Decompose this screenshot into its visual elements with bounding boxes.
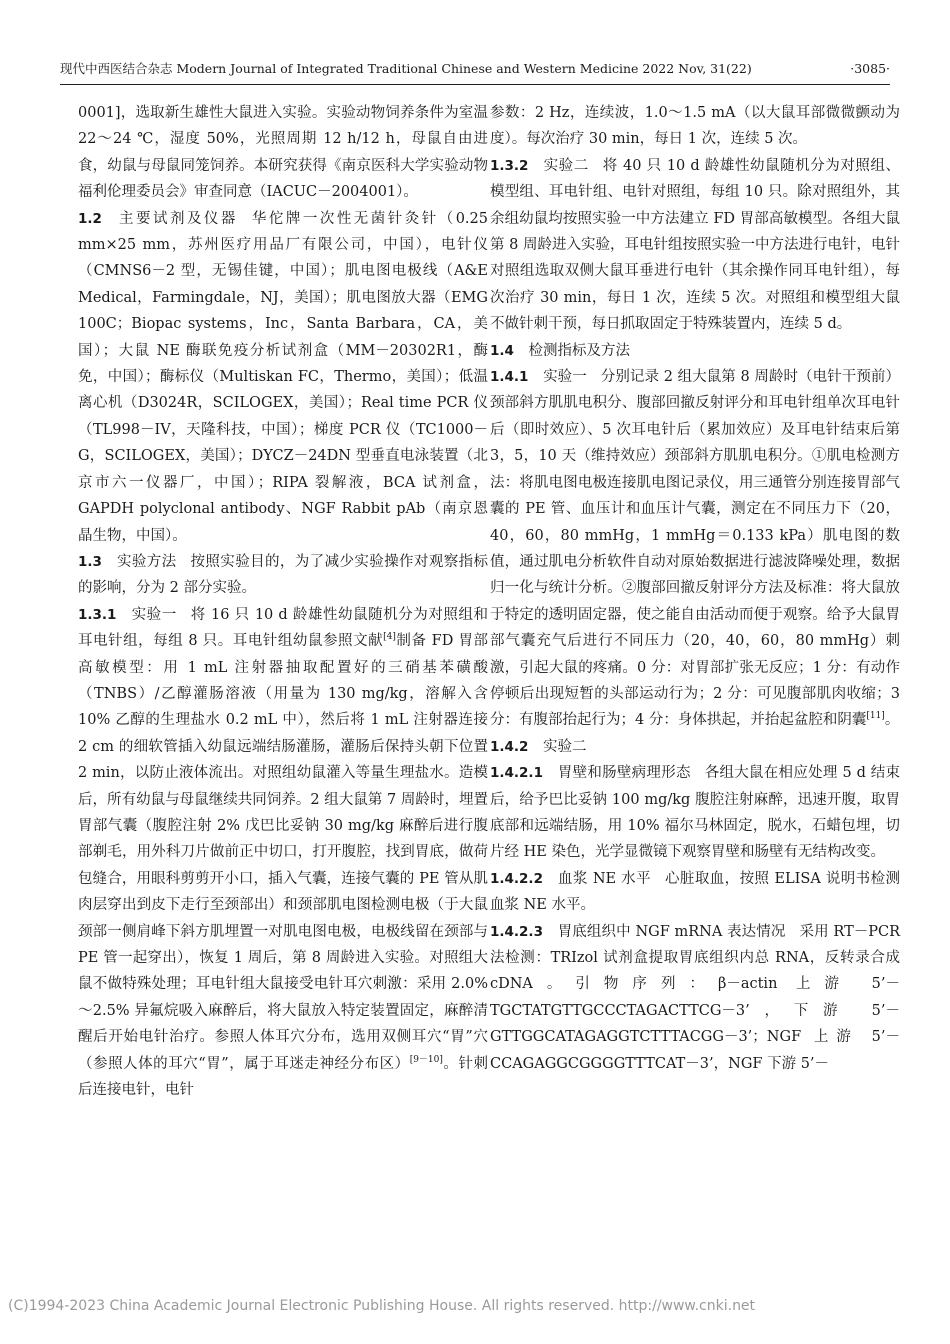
section-1-4 bbox=[490, 338, 900, 364]
section-text: 心脏取血，按照 ELISA 说明书检测血浆 NE 水平。 bbox=[490, 870, 900, 914]
section-1-4-2-2 bbox=[490, 866, 900, 919]
section-text: 。针刺后连接电针，电针 bbox=[78, 1055, 489, 1099]
section-text: 各组大鼠在相应处理 5 d 结束后，给予巴比妥钠 100 mg/kg 腹腔注射麻醉，迅速开腹，取胃底部和远端结肠，用 10% 福尔马林固定，脱水，石蜡包埋，切片经 HE 染色，光学显微镜下观察胃壁和肠壁有无结构改变。 bbox=[490, 765, 901, 861]
section-1-4-2 bbox=[490, 734, 900, 760]
section-1-3-1 bbox=[78, 602, 488, 1104]
section-text: 将 16 只 10 d 龄雄性幼鼠随机分为对照组和耳电针组，每组 8 只。耳电针组幼鼠参照文献 bbox=[78, 606, 489, 650]
section-text: 分别记录 2 组大鼠第 8 周龄时（电针干预前）颈部斜方肌肌电积分、腹部回撤反射评分和耳电针组单次耳电针后（即时效应）、5 次耳电针后（累加效应）及耳电针结束后第 3，5，10 天（维持效应）颈部斜方肌肌电积分。①肌电检测方法：将肌电图电极连接肌电图记录仪，用三通管分别连接胃部气囊的 PE 管、血压计和血压计气囊，测定在不同压力下（20，40，60，80 mmHg，1 mmHg＝0.133 kPa）肌电图的数值，通过肌电分析软件自动对原始数据进行滤波降噪处理，数据归一化与统计分析。②腹部回撤反射评分方法及标准：将大鼠放于特定的透明固定器，使之能自由活动而便于观察。给予大鼠胃部气囊充气后进行不同压力（20，40，60，80 mmHg）刺激，引起大鼠的疼痛。0 分：对胃部扩张无反应；1 分：有动作停顿后出现短暂的头部运动行为；2 分：可见腹部肌肉收缩；3 分：有腹部抬起行为；4 分：身体拱起，并抬起盆腔和阴囊 bbox=[490, 369, 900, 729]
section-title: 主要试剂及仪器 bbox=[119, 210, 238, 227]
section-title: 检测指标及方法 bbox=[528, 342, 631, 359]
section-text: 。 bbox=[884, 712, 900, 729]
section-text: 采用 RT－PCR 法检测：TRIzol 试剂盒提取胃底组织内总 RNA，反转录合成 cDNA。引物序列：β－actin 上游 5’－TGCTATGTTGCCCTAGACTTCG－3’，下游 5’－GTTGGCATAGAGGTCTTTACGG－3’；NGF 上游 5’－CCAGAGGCGGGGTTTCAT－3’，NGF 下游 5’－ bbox=[490, 923, 901, 1072]
section-title: 胃底组织中 NGF mRNA 表达情况 bbox=[557, 923, 786, 940]
page-number: ·3085· bbox=[850, 61, 890, 76]
section-number: 1.3 bbox=[78, 553, 102, 570]
left-column bbox=[78, 100, 488, 1103]
section-text: 按照实验目的，为了减少实验操作对观察指标的影响，分为 2 部分实验。 bbox=[78, 553, 489, 597]
section-number: 1.3.2 bbox=[490, 157, 529, 174]
section-1-3 bbox=[78, 549, 488, 602]
section-title: 胃壁和肠壁病理形态 bbox=[557, 765, 691, 782]
section-text: 华佗牌一次性无菌针灸针（0.25 mm×25 mm，苏州医疗用品厂有限公司，中国），电针仪（CMNS6－2 型，无锡佳键，中国）；肌电图电极线（A&E Medical，Farmingdale，NJ，美国）；肌电图放大器（EMG 100C；Biopac systems，Inc，Santa Barbara，CA，美国）；大鼠 NE 酶联免疫分析试剂盒（MM－20302R1，酶免，中国）；酶标仪（Multiskan FC，Thermo，美国）；低温离心机（D3024R，SCILOGEX，美国）；Real time PCR 仪（TL998－IV，天隆科技，中国）；梯度 PCR 仪（TC1000－G，SCILOGEX，美国）；DYCZ－24DN 型垂直电泳装置（北京市六一仪器厂，中国）；RIPA 裂解液，BCA 试剂盒，GAPDH polyclonal antibody、NGF Rabbit pAb（南京恩晶生物，中国）。 bbox=[78, 210, 488, 544]
paragraph-animals: 0001]，选取新生雄性大鼠进入实验。实验动物饲养条件为室温 22～24 ℃，湿度 50%，光照周期 12 h/12 h，母鼠自由进食，幼鼠与母鼠同笼饲养。本研究获得《南京医科大学实验动物福利伦理委员会》审查同意（IACUC－2004001）。 bbox=[78, 105, 488, 201]
section-1-4-1 bbox=[490, 364, 900, 734]
section-title: 血浆 NE 水平 bbox=[558, 870, 651, 887]
section-number: 1.4.2 bbox=[490, 738, 529, 755]
section-1-2 bbox=[78, 206, 488, 549]
header-rule bbox=[60, 84, 890, 85]
section-1-4-2-1 bbox=[490, 760, 900, 866]
section-1-3-2 bbox=[490, 153, 900, 338]
citation: [9－10] bbox=[409, 1054, 443, 1065]
citation: [11] bbox=[866, 711, 885, 722]
section-title: 实验一 bbox=[543, 369, 587, 386]
section-title: 实验二 bbox=[543, 157, 589, 174]
section-number: 1.4.2.2 bbox=[490, 870, 543, 887]
section-number: 1.2 bbox=[78, 210, 102, 227]
section-number: 1.4.1 bbox=[490, 369, 529, 386]
section-number: 1.3.1 bbox=[78, 606, 117, 623]
citation: [4] bbox=[383, 632, 396, 643]
section-text: 将 40 只 10 d 龄雄性幼鼠随机分为对照组、模型组、耳电针组、电针对照组，每组 10 只。除对照组外，其余组幼鼠均按照实验一中方法建立 FD 胃部高敏模型。各组大鼠第 8 周龄进入实验，耳电针组按照实验一中方法进行电针，电针对照组选取双侧大鼠耳垂进行电针（其余操作同耳电针组），每次治疗 30 min，每日 1 次，连续 5 次。对照组和模型组大鼠不做针刺干预，每日抓取固定于特殊装置内，连续 5 d。 bbox=[490, 157, 901, 333]
right-column bbox=[490, 100, 900, 1077]
section-number: 1.4.2.3 bbox=[490, 923, 543, 940]
section-number: 1.4 bbox=[490, 342, 514, 359]
section-title: 实验二 bbox=[543, 738, 587, 755]
section-title: 实验一 bbox=[131, 606, 177, 623]
journal-title: 现代中西医结合杂志 Modern Journal of Integrated Traditional Chinese and Western Medicine 2022 Nov, 31(22) bbox=[60, 61, 752, 76]
section-text: 制备 FD 胃部高敏模型：用 1 mL 注射器抽取配置好的三硝基苯磺酸（TNBS）/乙醇灌肠溶液（用量为 130 mg/kg，溶解入含 10% 乙醇的生理盐水 0.2 mL 中），然后将 1 mL 注射器连接 2 cm 的细软管插入幼鼠远端结肠灌肠，灌肠后保持头朝下位置 2 min，以防止液体流出。对照组幼鼠灌入等量生理盐水。造模后，所有幼鼠与母鼠继续共同饲养。2 组大鼠第 7 周龄时，埋置胃部气囊（腹腔注射 2% 戊巴比妥钠 30 mg/kg 麻醉后进行腹部剃毛，用外科刀片做前正中切口，打开腹腔，找到胃底，做荷包缝合，用眼科剪剪开小口，插入气囊，连接气囊的 PE 管从肌肉层穿出到皮下走行至颈部出）和颈部肌电图检测电极（于大鼠颈部一侧肩峰下斜方肌埋置一对肌电图电极，电极线留在颈部与 PE 管一起穿出），恢复 1 周后，第 8 周龄进入实验。对照组大鼠不做特殊处理；耳电针组大鼠接受电针耳穴刺激：采用 2.0%～2.5% 异氟烷吸入麻醉后，将大鼠放入特定装置固定，麻醉清醒后开始电针治疗。参照人体耳穴分布，选用双侧耳穴“胃”穴（参照人体的耳穴“胃”，属于耳迷走神经分布区） bbox=[78, 633, 488, 1072]
section-number: 1.4.2.1 bbox=[490, 765, 543, 782]
paragraph-parameters: 参数：2 Hz，连续波，1.0～1.5 mA（以大鼠耳部微微颤动为度）。每次治疗 30 min，每日 1 次，连续 5 次。 bbox=[490, 105, 900, 148]
copyright-footer: (C)1994-2023 China Academic Journal Electronic Publishing House. All rights reserved. http://www.cnki.net bbox=[8, 1298, 756, 1314]
section-title: 实验方法 bbox=[116, 553, 177, 570]
section-1-4-2-3 bbox=[490, 919, 900, 1077]
